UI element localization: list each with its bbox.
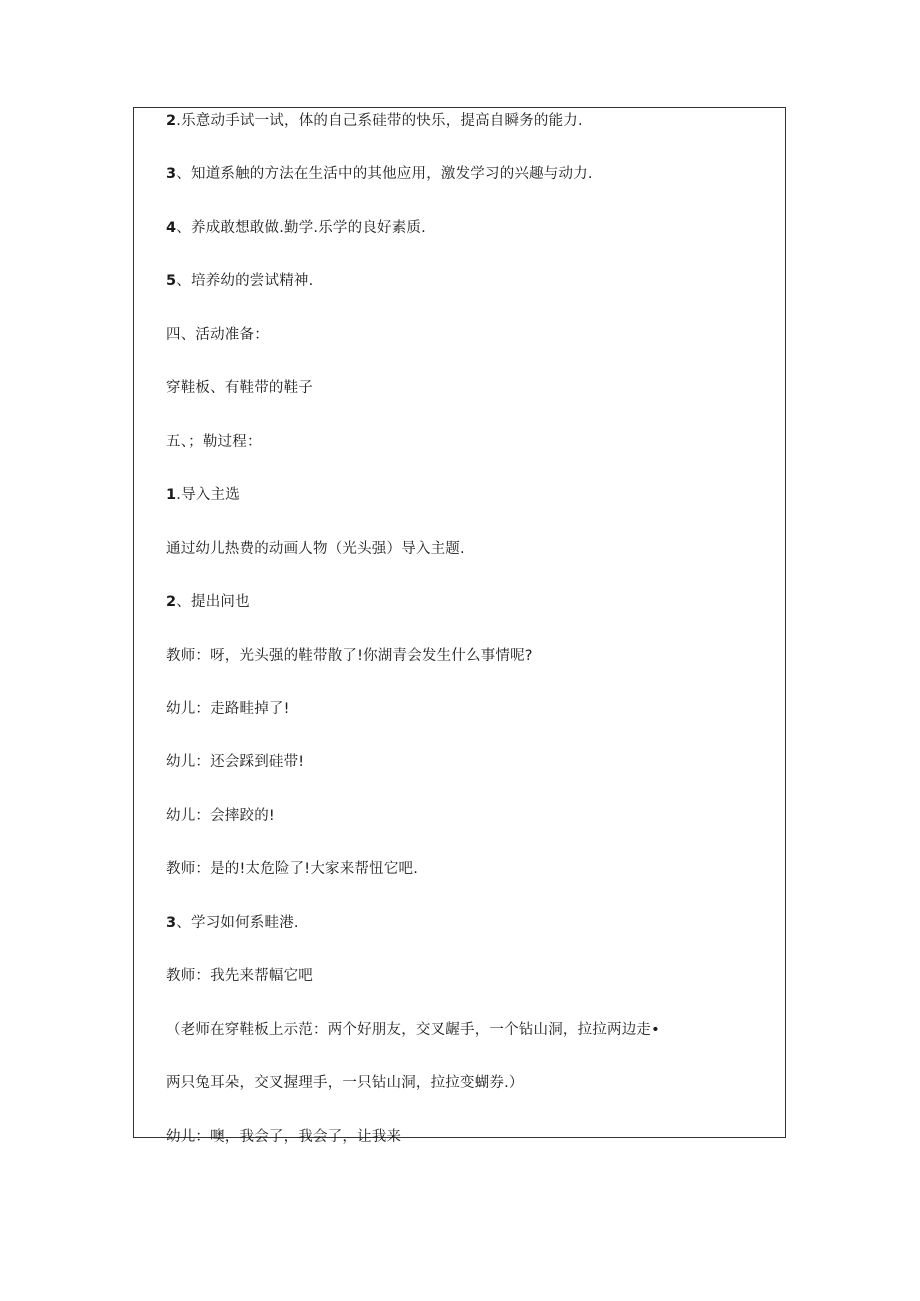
step-heading-2: 2、提出问也 [166,594,250,610]
demonstration-note: 两只兔耳朵，交叉握理手，一只钻山洞，拉拉变蝴券.） [166,1075,524,1091]
dialogue-line: 教师：是的!太危险了!大家来帮忸它吧. [166,861,419,877]
goal-line-5: 5、培养幼的尝试精神. [166,273,314,289]
goal-line-4: 4、养成敢想敢做.勤学.乐学的良好素质. [166,220,426,236]
section-heading-process: 五、；勒过程： [166,434,262,450]
section-heading-preparation: 四、活动准备： [166,327,269,343]
dialogue-line: 教师：呀，光头强的鞋带散了!你湖青会发生什么事情呢? [166,648,533,664]
dialogue-line: 幼儿：还会踩到硅带! [166,754,305,770]
step-text: 通过幼儿热费的动画人物（光头强）导入主题. [166,541,465,557]
demonstration-note: （老师在穿鞋板上示范：两个好朋友，交叉龌手，一个钻山洞，拉拉两边走• [166,1022,660,1038]
step-heading-3: 3、学习如何系畦港. [166,915,299,931]
step-heading-1: 1.导入主选 [166,487,240,503]
dialogue-line: 幼儿：走路畦掉了! [166,701,290,717]
preparation-text: 穿鞋板、有鞋带的鞋子 [166,380,313,396]
goal-line-3: 3、知道系触的方法在生活中的其他应用，激发学习的兴趣与动力. [166,166,593,182]
dialogue-line: 教师：我先来帮幅它吧 [166,968,313,984]
dialogue-line: 幼儿：会摔跤的! [166,808,275,824]
dialogue-line: 幼儿：噢，我会了，我会了，让我来 [166,1129,402,1145]
goal-line-2: 2.乐意动手试一试，体的自己系硅带的快乐，提高自瞬务的能力. [166,113,583,129]
